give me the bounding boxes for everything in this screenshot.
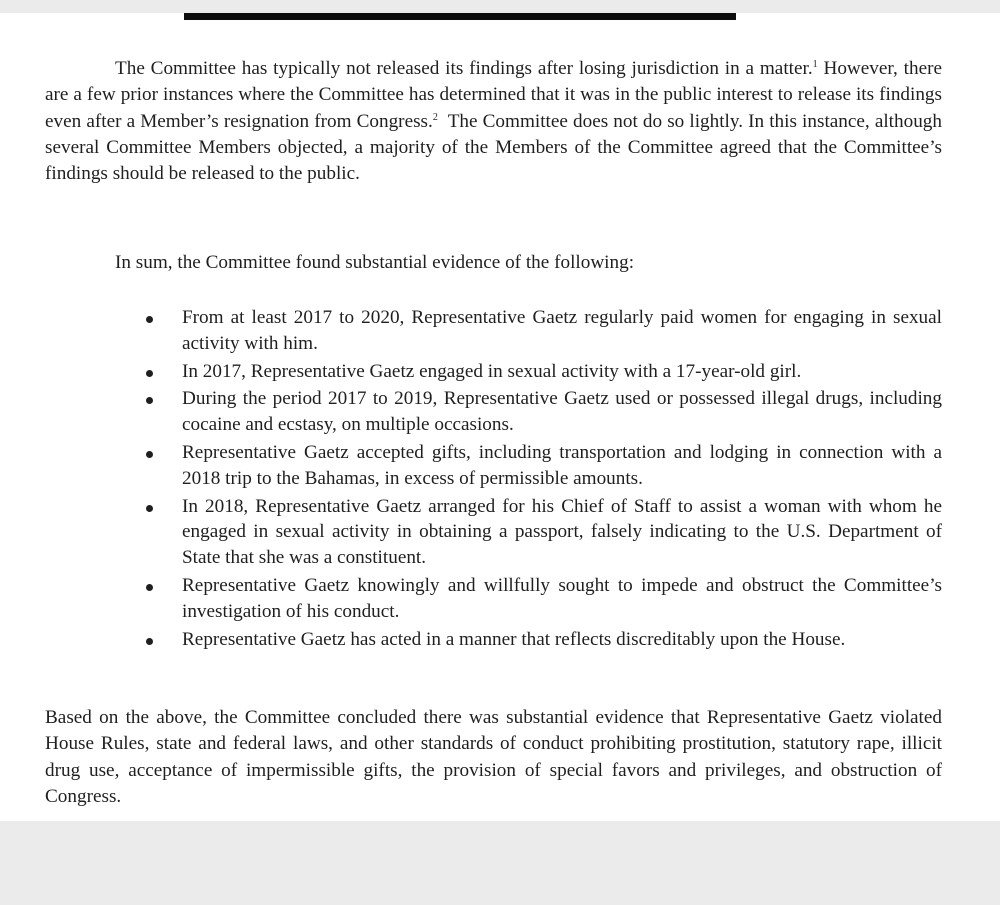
bullet-icon	[146, 584, 153, 591]
finding-text: In 2017, Representative Gaetz engaged in sexual activity with a 17-year-old girl.	[182, 360, 802, 382]
finding-text: During the period 2017 to 2019, Representative Gaetz used or possessed illegal drugs, including cocaine and ecstasy, on multiple occasions.	[182, 388, 942, 436]
footnote-marker-2: 2	[432, 111, 438, 123]
finding-text: Representative Gaetz has acted in a manner that reflects discreditably upon the House.	[182, 628, 846, 650]
intro-paragraph	[45, 56, 942, 187]
finding-item	[182, 494, 942, 571]
findings-list	[182, 305, 942, 654]
finding-item	[182, 440, 942, 492]
bullet-icon	[146, 316, 153, 323]
finding-item	[182, 386, 942, 438]
finding-text: In 2018, Representative Gaetz arranged for his Chief of Staff to assist a woman with whom he engaged in sexual activity in obtaining a passport, falsely indicating to the U.S. Department of State that she was a constituent.	[182, 495, 942, 569]
finding-item	[182, 573, 942, 625]
footnote-marker-1: 1	[812, 59, 818, 70]
finding-item	[182, 305, 942, 357]
document-page	[0, 13, 1000, 821]
finding-text: Representative Gaetz accepted gifts, including transportation and lodging in connection with a 2018 trip to the Bahamas, in excess of permissible amounts.	[182, 441, 942, 489]
conclusion-paragraph: Based on the above, the Committee concluded there was substantial evidence that Representative Gaetz violated House Rules, state and federal laws, and other standards of conduct prohibiting prostitution, statutory rape, illicit drug use, acceptance of impermissible gifts, the provision of special favors and privileges, and obstruction of Congress.	[45, 707, 942, 807]
finding-text: From at least 2017 to 2020, Representative Gaetz regularly paid women for engaging in sexual activity with him.	[182, 307, 942, 354]
intro-text-1: The Committee has typically not released its findings after losing jurisdiction in a matter.	[115, 58, 813, 79]
bullet-icon	[146, 397, 153, 404]
finding-item	[182, 627, 942, 653]
bullet-icon	[146, 370, 153, 377]
bottom-gray-area	[0, 821, 1000, 905]
bullet-icon	[146, 451, 153, 458]
redaction-bar	[184, 13, 736, 20]
bullet-icon	[146, 505, 153, 512]
intro-text-2: However, there are a few prior instances where the Committee has determined that it was in the public interest to release its findings even after a Member’s resignation from Congress.	[45, 58, 943, 132]
finding-text: Representative Gaetz knowingly and willfully sought to impede and obstruct the Committee’s investigation of his conduct.	[182, 574, 942, 622]
intro-text-3: The Committee does not do so lightly. In this instance, although several Committee Members objected, a majority of the Members of the Committee agreed that the Committee’s findings should be released to the public.	[45, 110, 942, 185]
summary-lead: In sum, the Committee found substantial evidence of the following:	[115, 252, 635, 273]
finding-item	[182, 359, 942, 385]
bullet-icon	[146, 638, 153, 645]
